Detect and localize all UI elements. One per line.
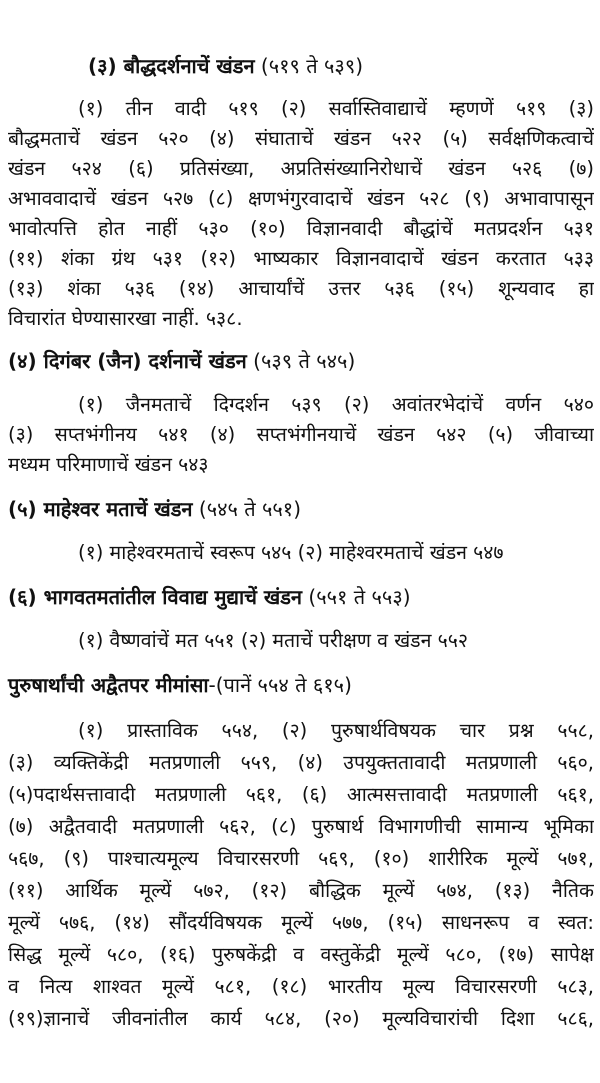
text-line: (३) व्यक्तिकेंद्री मतप्रणाली ५५९, (४) उपयुक्ततावादी मतप्रणाली ५६०, [8,751,594,774]
section-heading-title: (३) बौद्धदर्शनाचें खंडन [88,54,255,78]
text-line: भावोत्पत्ति होत नाहीं ५३० (१०) विज्ञानवादी बौद्धांचें मतप्रदर्शन ५३१ [8,217,594,240]
section-heading-range: (५५१ ते ५५३) [302,585,411,609]
section-heading-title: (४) दिगंबर (जैन) दर्शनाचें खंडन [8,349,247,373]
section-heading-range: (५१९ ते ५३९) [254,54,364,78]
section-heading-title: पुरुषार्थांची अद्वैतपर मीमांसा [8,673,209,697]
text-line: (११) शंका ग्रंथ ५३१ (१२) भाष्यकार विज्ञानवादाचें खंडन करतात ५३३ [8,247,594,270]
text-line: मूल्यें ५७६, (१४) सौंदर्यविषयक मूल्यें ५७७, (१५) साधनरूप व स्वत: [8,911,594,934]
section-heading-bhagavat [8,582,411,612]
section-heading-title: (६) भागवतमतांतील विवाद्य मुद्याचें खंडन [8,585,303,609]
text-line: सिद्ध मूल्यें ५८०, (१६) पुरुषकेंद्री व वस्तुकेंद्री मूल्यें ५८०, (१७) सापेक्ष [8,943,594,966]
text-line: अभाववादाचें खंडन ५२७ (८) क्षणभंगुरवादाचें खंडन ५२८ (९) अभावापासून [8,187,594,210]
section-heading-maheshwar [8,494,301,524]
section-heading-purushartha [8,670,352,700]
text-line: खंडन ५२४ (६) प्रतिसंख्या, अप्रतिसंख्यानिरोधाचें खंडन ५२६ (७) [8,157,594,180]
section-heading-range: (५३९ ते ५४५) [246,349,356,373]
text-line: ५६७, (९) पाश्चात्यमूल्य विचारसरणी ५६९, (१०) शारीरिक मूल्यें ५७१, [8,847,594,870]
section-heading-buddhist [88,51,363,81]
text-line: बौद्धमताचें खंडन ५२० (४) संघाताचें खंडन ५२२ (५) सर्वक्षणिकत्वाचें [8,127,594,150]
section-heading-range: -(पानें ५५४ ते ६१५) [208,673,352,697]
section-heading-jain [8,346,355,376]
text-line: (१) प्रास्ताविक ५५४, (२) पुरुषार्थविषयक चार प्रश्न ५५८, [78,719,594,742]
text-line: (१) जैनमताचें दिग्दर्शन ५३९ (२) अवांतरभेदांचें वर्णन ५४० [78,393,594,416]
text-line: (११) आर्थिक मूल्यें ५७२, (१२) बौद्धिक मूल्यें ५७४, (१३) नैतिक [8,879,594,902]
text-line: (१) वैष्णवांचें मत ५५१ (२) मताचें परीक्षण व खंडन ५५२ [78,629,469,652]
text-line: (१) तीन वादी ५१९ (२) सर्वास्तिवाद्याचें म्हणणें ५१९ (३) [78,97,594,120]
section-heading-range: (५४५ ते ५५१) [192,497,302,521]
section-heading-title: (५) माहेश्वर मताचें खंडन [8,497,193,521]
text-line: (१) माहेश्वरमताचें स्वरूप ५४५ (२) माहेश्वरमताचें खंडन ५४७ [78,541,504,564]
text-line: (५)पदार्थसत्तावादी मतप्रणाली ५६१, (६) आत्मसत्तावादी मतप्रणाली ५६१, [8,783,594,806]
text-line: व नित्य शाश्वत मूल्यें ५८१, (१८) भारतीय मूल्य विचारसरणी ५८३, [8,975,594,998]
text-line: (३) सप्तभंगीनय ५४१ (४) सप्तभंगीनयाचें खंडन ५४२ (५) जीवाच्या [8,423,594,446]
text-line: (१९)ज्ञानाचें जीवनांतील कार्य ५८४, (२०) मूल्यविचारांची दिशा ५८६, [8,1007,594,1030]
text-line: (७) अद्वैतवादी मतप्रणाली ५६२, (८) पुरुषार्थ विभागणीची सामान्य भूमिका [8,815,594,838]
text-line: मध्यम परिमाणाचें खंडन ५४३ [8,453,209,476]
text-line: विचारांत घेण्यासारखा नाहीं. ५३८. [8,307,243,330]
text-line: (१३) शंका ५३६ (१४) आचार्यांचें उत्तर ५३६ (१५) शून्यवाद हा [8,277,594,300]
